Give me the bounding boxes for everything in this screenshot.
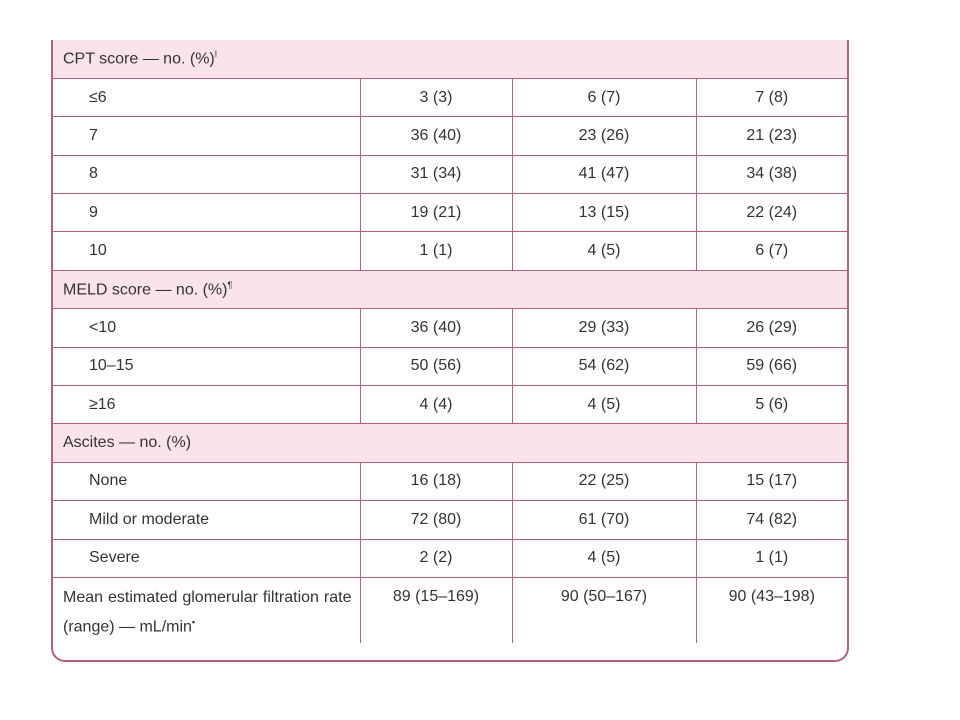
cell-value: 89 (15–169)	[360, 577, 512, 643]
cell-value: 16 (18)	[360, 462, 512, 500]
cell-value: 72 (80)	[360, 501, 512, 539]
cell-value: 6 (7)	[512, 78, 696, 116]
row-label: 10	[53, 232, 360, 270]
baseline-characteristics-table	[51, 40, 849, 662]
row-label-text: Mean estimated glomerular filtration rate (range) — mL/min	[63, 588, 352, 636]
cell-value: 3 (3)	[360, 78, 512, 116]
row-label: ≤6	[53, 78, 360, 116]
cell-value: 6 (7)	[696, 232, 847, 270]
cell-value: 59 (66)	[696, 347, 847, 385]
cell-value: 34 (38)	[696, 155, 847, 193]
table-row	[53, 501, 847, 539]
cell-value: 29 (33)	[512, 309, 696, 347]
cell-value: 21 (23)	[696, 117, 847, 155]
table-row	[53, 386, 847, 424]
cell-value: 1 (1)	[696, 539, 847, 577]
cell-value: 41 (47)	[512, 155, 696, 193]
cell-value: 1 (1)	[360, 232, 512, 270]
cell-value: 5 (6)	[696, 386, 847, 424]
row-label: ≥16	[53, 386, 360, 424]
table-row	[53, 347, 847, 385]
cell-value: 26 (29)	[696, 309, 847, 347]
cell-value: 4 (5)	[512, 232, 696, 270]
cell-value: 2 (2)	[360, 539, 512, 577]
row-label: 7	[53, 117, 360, 155]
cell-value: 15 (17)	[696, 462, 847, 500]
section-header-ascites	[53, 424, 847, 462]
cell-value: 22 (24)	[696, 194, 847, 232]
table-row	[53, 462, 847, 500]
cell-value: 90 (50–167)	[512, 577, 696, 643]
cell-value: 23 (26)	[512, 117, 696, 155]
data-table	[53, 40, 847, 643]
cell-value: 4 (5)	[512, 386, 696, 424]
cell-value: 4 (4)	[360, 386, 512, 424]
cell-value: 90 (43–198)	[728, 587, 815, 605]
section-header-meld	[53, 270, 847, 308]
table-row	[53, 232, 847, 270]
footnote-mark: ▪	[191, 616, 196, 627]
row-label: 9	[53, 194, 360, 232]
section-header-cpt	[53, 40, 847, 78]
footnote-mark: ¶	[227, 279, 233, 290]
section-title: MELD score — no. (%)	[63, 281, 228, 299]
row-label	[53, 577, 360, 643]
row-label: 10–15	[53, 347, 360, 385]
cell-value: 36 (40)	[360, 117, 512, 155]
row-label: 8	[53, 155, 360, 193]
cell-value: 61 (70)	[512, 501, 696, 539]
cell-value: 50 (56)	[360, 347, 512, 385]
row-label: Mild or moderate	[53, 501, 360, 539]
cell-value: 4 (5)	[512, 539, 696, 577]
table-row-egfr	[53, 577, 847, 643]
cell-value: 22 (25)	[512, 462, 696, 500]
cell-value: 19 (21)	[360, 194, 512, 232]
cell-value: 13 (15)	[512, 194, 696, 232]
table-row	[53, 117, 847, 155]
row-label: Severe	[53, 539, 360, 577]
row-label: None	[53, 462, 360, 500]
cell-value: 7 (8)	[696, 78, 847, 116]
cell-value: 54 (62)	[512, 347, 696, 385]
table-row	[53, 155, 847, 193]
cell-value: 31 (34)	[360, 155, 512, 193]
row-label: <10	[53, 309, 360, 347]
table-row	[53, 539, 847, 577]
section-title: Ascites — no. (%)	[63, 434, 192, 452]
cell-value: 74 (82)	[696, 501, 847, 539]
table-row	[53, 309, 847, 347]
table-row	[53, 78, 847, 116]
table-row	[53, 194, 847, 232]
section-title: CPT score — no. (%)	[63, 50, 215, 68]
cell-value: 36 (40)	[360, 309, 512, 347]
footnote-mark: ǀ	[214, 49, 218, 60]
